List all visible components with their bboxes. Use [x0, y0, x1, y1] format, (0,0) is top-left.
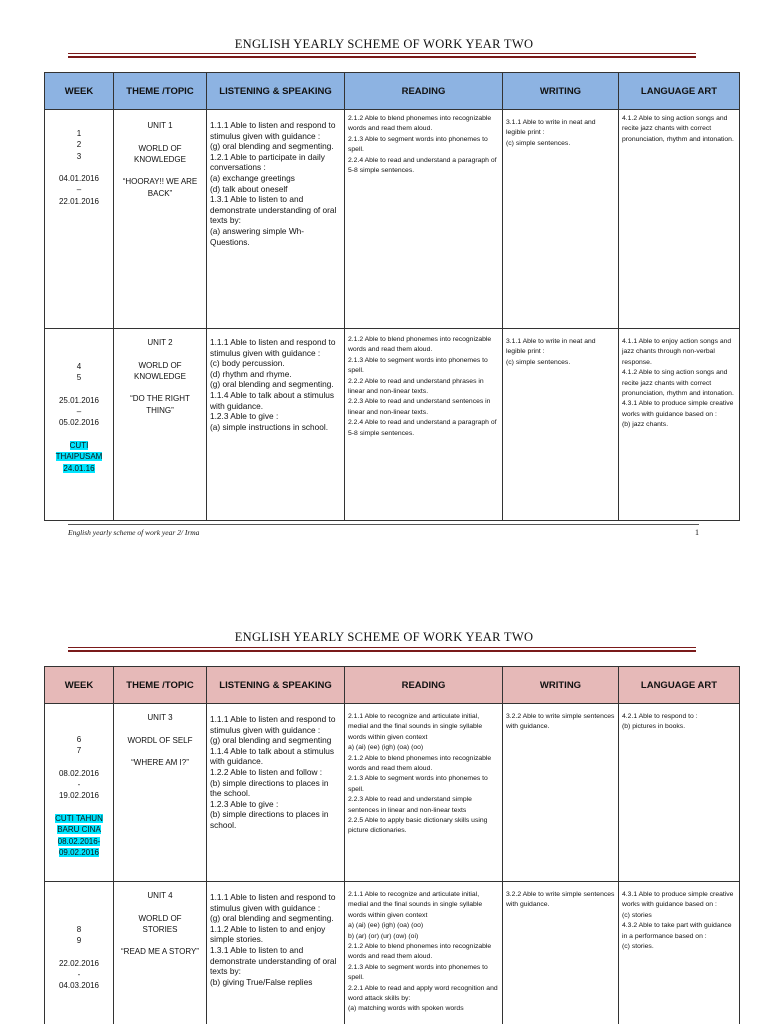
table-header-row: [45, 73, 740, 110]
cell-line: “HOORAY!! WE ARE: [122, 177, 198, 187]
header-listening-speaking: LISTENING & SPEAKING: [207, 73, 345, 110]
table-row: [45, 110, 740, 329]
cell-line: (c) simple sentences.: [506, 139, 571, 147]
header-theme: THEME /TOPIC: [114, 73, 207, 110]
cell-line: 1.2.1 Able to participate in daily conversations :: [210, 151, 325, 173]
cell-line: UNIT 4: [147, 891, 173, 900]
cell-line: (c) body percussion.: [210, 358, 285, 369]
page-number: 1: [695, 528, 699, 537]
cell-line: 2.2.2 Able to read and understand phrases in linear and non-linear texts.: [348, 377, 484, 396]
cell-line: 1.1.2 Able to listen to and enjoy simple stories.: [210, 923, 326, 945]
cell-line: STORIES: [142, 924, 178, 934]
cell-line: 6: [76, 735, 82, 744]
cell-line: WORDL OF SELF: [127, 735, 193, 745]
holiday-highlight: 09.02.2016: [58, 847, 100, 857]
cell-line: –: [76, 407, 82, 417]
cell-line: 2.2.1 Able to read and apply word recognition and word attack skills by:: [348, 984, 498, 1003]
cell-line: [48, 384, 110, 395]
cell-line: “DO THE RIGHT: [130, 394, 190, 404]
cell-line: 4.2.1 Able to respond to :: [622, 713, 698, 720]
theme-cell: [114, 704, 207, 882]
theme-cell: [114, 329, 207, 521]
header-week: WEEK: [45, 667, 114, 704]
reading-cell: [345, 704, 503, 882]
table-header-row: [45, 667, 740, 704]
cell-line: 25.01.2016: [58, 395, 100, 405]
cell-line: (b) simple directions to places in the school.: [210, 777, 329, 799]
theme-cell: [114, 882, 207, 1024]
cell-line: (c) stories: [622, 911, 652, 919]
cell-line: a) (ai) (ee) (igh) (oa) (oo): [348, 922, 424, 930]
cell-line: [48, 813, 110, 824]
listening-speaking-cell: [207, 110, 345, 329]
cell-line: (b) pictures in books.: [622, 723, 686, 731]
cell-line: 05.02.2016: [58, 418, 100, 428]
language-art-cell: [619, 704, 740, 882]
page-2: [0, 600, 768, 1024]
table-row: [45, 882, 740, 1024]
cell-line: 1.1.4 Able to talk about a stimulus with guidance.: [210, 745, 335, 767]
cell-line: 3.1.1 Able to write in neat and legible print :: [506, 338, 596, 356]
cell-line: [48, 836, 110, 847]
cell-line: 2.1.2 Able to blend phonemes into recognizable words and read them aloud.: [348, 943, 492, 961]
writing-cell: [503, 882, 619, 1024]
cell-line: 1.2.2 Able to listen and follow :: [210, 766, 323, 777]
header-week: WEEK: [45, 73, 114, 110]
document-title: ENGLISH YEARLY SCHEME OF WORK YEAR TWO: [234, 37, 534, 51]
theme-cell: [114, 110, 207, 329]
cell-line: (g) oral blending and segmenting.: [210, 141, 334, 152]
cell-line: 04.03.2016: [58, 981, 100, 991]
cell-line: 1: [76, 129, 82, 138]
cell-line: 22.01.2016: [58, 196, 100, 206]
header-writing: WRITING: [503, 667, 619, 704]
header-listening-speaking: LISTENING & SPEAKING: [207, 667, 345, 704]
scheme-table-page-2: [44, 666, 740, 1024]
cell-line: 3.2.2 Able to write simple sentences with guidance.: [506, 713, 615, 731]
cell-line: -: [77, 970, 81, 980]
listening-speaking-cell: [207, 704, 345, 882]
writing-cell: [503, 704, 619, 882]
document-title: ENGLISH YEARLY SCHEME OF WORK YEAR TWO: [234, 630, 534, 644]
writing-cell: [503, 110, 619, 329]
cell-line: (b) giving True/False replies: [210, 976, 313, 987]
cell-line: UNIT 2: [147, 338, 173, 347]
cell-line: [117, 935, 203, 946]
holiday-highlight: THAIPUSAM: [55, 452, 103, 462]
cell-line: (c) stories.: [622, 943, 654, 951]
cell-line: [117, 746, 203, 757]
cell-line: (d) talk about oneself: [210, 183, 288, 194]
cell-line: [117, 131, 203, 142]
table-row: [45, 329, 740, 521]
cell-line: BACK”: [147, 188, 173, 198]
cell-line: 04.01.2016: [58, 174, 100, 184]
cell-line: –: [76, 185, 82, 195]
language-art-cell: [619, 882, 740, 1024]
holiday-highlight: BARU CINA: [57, 825, 101, 835]
week-cell: [45, 329, 114, 521]
cell-line: [48, 947, 110, 958]
cell-line: KNOWLEDGE: [133, 371, 186, 381]
cell-line: 2.2.5 Able to apply basic dictionary skills using picture dictionaries.: [348, 817, 488, 835]
cell-line: 2.1.2 Able to blend phonemes into recognizable words and read them aloud.: [348, 336, 492, 354]
cell-line: “READ ME A STORY”: [121, 947, 199, 957]
title-rule: [68, 53, 696, 58]
reading-cell: [345, 329, 503, 521]
cell-line: (g) oral blending and segmenting.: [210, 913, 334, 924]
cell-line: 2.1.3 Able to segment words into phonemes to spell.: [348, 135, 488, 154]
listening-speaking-cell: [207, 329, 345, 521]
listening-speaking-cell: [207, 882, 345, 1024]
cell-line: -: [77, 780, 81, 790]
cell-line: 19.02.2016: [58, 791, 100, 801]
cell-line: 22.02.2016: [58, 958, 100, 968]
holiday-highlight: CUTI: [69, 441, 89, 451]
cell-line: [48, 162, 110, 173]
cell-line: 3: [76, 151, 82, 161]
cell-line: 1.1.4 Able to talk about a stimulus with guidance.: [210, 389, 335, 411]
language-art-cell: [619, 110, 740, 329]
cell-line: 4.1.2 Able to sing action songs and recite jazz chants with correct pronunciation, rhythm and intonation.: [622, 115, 734, 143]
holiday-highlight: 08.02.2016-: [57, 836, 101, 846]
cell-line: 2.1.1 Able to recognize and articulate initial, medial and the final sounds in single syllable words within given context: [348, 891, 483, 919]
week-cell: [45, 882, 114, 1024]
language-art-cell: [619, 329, 740, 521]
cell-line: KNOWLEDGE: [133, 154, 186, 164]
cell-line: 7: [76, 746, 82, 756]
cell-line: [117, 901, 203, 912]
cell-line: 1.2.3 Able to give :: [210, 411, 279, 422]
cell-line: (a) exchange greetings: [210, 172, 295, 183]
cell-line: 9: [76, 936, 82, 946]
cell-line: (g) oral blending and segmenting: [210, 735, 332, 746]
cell-line: [117, 723, 203, 734]
cell-line: THING”: [146, 405, 174, 415]
cell-line: 1.1.1 Able to listen and respond to stimulus given with guidance :: [210, 714, 336, 735]
title-rule: [68, 647, 696, 652]
cell-line: 2.2.3 Able to read and understand sentences in linear and non-linear texts.: [348, 398, 491, 416]
cell-line: (b) jazz chants.: [622, 421, 669, 429]
cell-line: 8: [76, 925, 82, 934]
week-cell: [45, 110, 114, 329]
cell-line: (a) answering simple Wh-Questions.: [210, 225, 305, 247]
cell-line: 2.1.3 Able to segment words into phonemes to spell.: [348, 775, 488, 793]
cell-line: 2.1.3 Able to segment words into phonemes to spell.: [348, 356, 488, 375]
cell-line: 4.3.2 Able to take part with guidance in a performance based on :: [622, 922, 732, 940]
cell-line: 4.1.1 Able to enjoy action songs and jazz chants through non-verbal response.: [622, 338, 732, 366]
holiday-highlight: CUTI TAHUN: [55, 814, 103, 824]
reading-cell: [345, 110, 503, 329]
cell-line: 1.1.1 Able to listen and respond to stimulus given with guidance :: [210, 120, 336, 141]
reading-cell: [345, 882, 503, 1024]
cell-line: 2.2.4 Able to read and understand a paragraph of 5-8 simple sentences.: [348, 419, 497, 437]
cell-line: 2.1.3 Able to segment words into phonemes to spell.: [348, 963, 488, 982]
cell-line: 2: [76, 140, 82, 150]
cell-line: 2.2.4 Able to read and understand a paragraph of 5-8 simple sentences.: [348, 156, 497, 175]
cell-line: WORLD OF: [138, 913, 182, 923]
header-reading: READING: [345, 73, 503, 110]
scheme-table-page-1: [44, 72, 740, 521]
header-language-art: LANGUAGE ART: [619, 73, 740, 110]
cell-line: (a) matching words with spoken words: [348, 1005, 464, 1013]
header-language-art: LANGUAGE ART: [619, 667, 740, 704]
cell-line: [48, 440, 110, 451]
cell-line: (b) simple directions to places in school.: [210, 809, 329, 830]
cell-line: 1.2.3 Able to give :: [210, 798, 279, 809]
cell-line: (d) rhythm and rhyme.: [210, 368, 292, 379]
cell-line: [48, 757, 110, 768]
cell-line: 1.3.1 Able to listen to and demonstrate understanding of oral texts by:: [210, 194, 337, 226]
cell-line: (g) oral blending and segmenting.: [210, 379, 334, 390]
header-writing: WRITING: [503, 73, 619, 110]
cell-line: 4.3.1 Able to produce simple creative works with guidance based on :: [622, 891, 734, 909]
page-footer: [68, 524, 699, 537]
cell-line: UNIT 1: [147, 121, 173, 130]
holiday-highlight: 24.01.16: [63, 463, 95, 473]
cell-line: 3.2.2 Able to write simple sentences with guidance.: [506, 891, 615, 909]
cell-line: [117, 382, 203, 393]
cell-line: b) (ar) (or) (ur) (ow) (oi): [348, 932, 419, 940]
cell-line: 1.3.1 Able to listen to and demonstrate understanding of oral texts by:: [210, 944, 337, 977]
cell-line: 4.1.2 Able to sing action songs and recite jazz chants with correct pronunciation, rhythm and intonation.: [622, 369, 734, 398]
cell-line: [48, 847, 110, 858]
cell-line: (a) simple instructions in school.: [210, 421, 329, 432]
cell-line: 2.1.1 Able to recognize and articulate initial, medial and the final sounds in single syllable words within given context: [348, 713, 483, 741]
cell-line: 08.02.2016: [58, 768, 100, 778]
cell-line: [48, 463, 110, 474]
cell-line: [48, 802, 110, 813]
cell-line: [117, 165, 203, 176]
cell-line: 2.1.2 Able to blend phonemes into recognizable words and read them aloud.: [348, 115, 492, 133]
header-theme: THEME /TOPIC: [114, 667, 207, 704]
cell-line: [48, 824, 110, 835]
cell-line: “WHERE AM I?”: [131, 758, 189, 768]
cell-line: 3.1.1 Able to write in neat and legible print :: [506, 119, 596, 137]
cell-line: [48, 429, 110, 440]
footer-text: English yearly scheme of work year 2/ Irma: [68, 528, 200, 537]
cell-line: UNIT 3: [147, 713, 173, 722]
cell-line: 1.1.1 Able to listen and respond to stimulus given with guidance :: [210, 337, 336, 358]
writing-cell: [503, 329, 619, 521]
cell-line: 4: [76, 362, 82, 371]
cell-line: [48, 451, 110, 462]
cell-line: 2.2.3 Able to read and understand simple sentences in linear and non-linear texts: [348, 796, 472, 814]
cell-line: 2.1.2 Able to blend phonemes into recognizable words and read them aloud.: [348, 754, 492, 773]
cell-line: WORLD OF: [138, 143, 182, 153]
cell-line: a) (ai) (ee) (igh) (oa) (oo): [348, 744, 424, 752]
cell-line: WORLD OF: [138, 360, 182, 370]
cell-line: 4.3.1 Able to produce simple creative works with guidance based on :: [622, 400, 734, 418]
cell-line: 1.1.1 Able to listen and respond to stimulus given with guidance :: [210, 892, 336, 913]
week-cell: [45, 704, 114, 882]
header-reading: READING: [345, 667, 503, 704]
cell-line: (c) simple sentences.: [506, 358, 571, 366]
cell-line: 5: [76, 373, 82, 383]
cell-line: [117, 348, 203, 359]
table-row: [45, 704, 740, 882]
